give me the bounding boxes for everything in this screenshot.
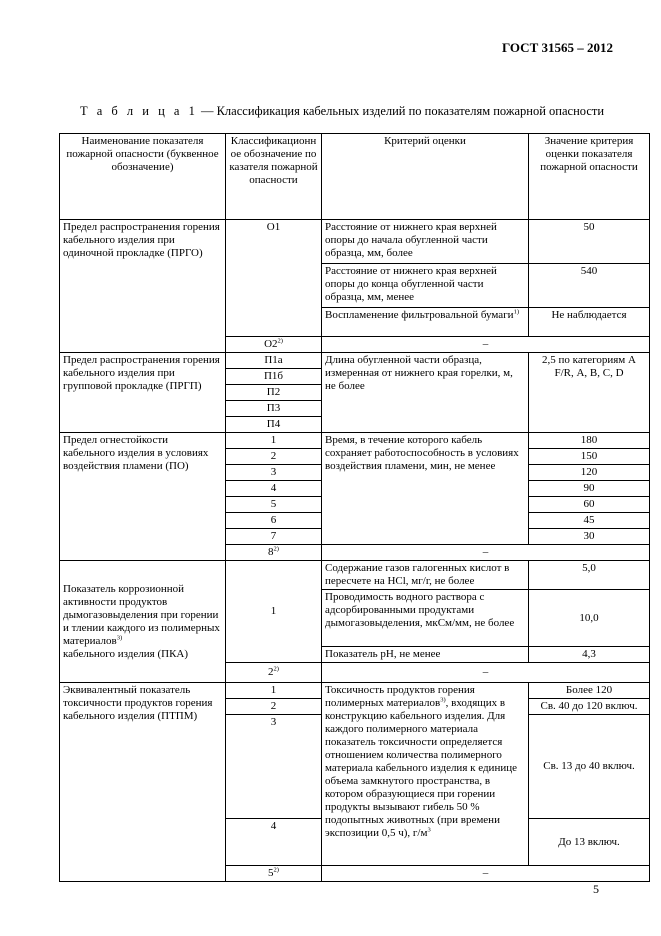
- ptpm-value: Св. 40 до 120 включ.: [529, 699, 650, 715]
- prgp-criterion: Длина обугленной части образца, измеренная от нижнего края горелки, м, не более: [322, 353, 529, 433]
- ptpm-value: До 13 включ.: [529, 819, 650, 866]
- pka-dash: –: [322, 663, 650, 683]
- page-number: 5: [593, 882, 599, 896]
- po-dash: –: [322, 545, 650, 561]
- prgo-value-2: 540: [529, 264, 650, 308]
- po-class: 7: [226, 529, 322, 545]
- header-criterion: Критерий оценки: [322, 134, 529, 220]
- po-class: 3: [226, 465, 322, 481]
- header-class: Классификационное обозначение показателя пожарной опасности: [226, 134, 322, 220]
- table-row: [60, 220, 650, 264]
- prgo-criterion-3: Воспламенение фильтровальной бумаги$^{1)}$: [322, 308, 529, 337]
- po-value: 30: [529, 529, 650, 545]
- po-class: 1: [226, 433, 322, 449]
- prgo-value-1: 50: [529, 220, 650, 264]
- prgp-class: П1б: [226, 369, 322, 385]
- ptpm-class-last: 5$^{2)}$: [226, 866, 322, 882]
- pka-name: Показатель коррозионной активности продуктов дымогазовыделения при горении и тлении каждого из полимерных материалов$^{3)}$ кабельного изделия (ПКА): [60, 561, 226, 683]
- po-name: Предел огнестойкости кабельного изделия в условиях воздействия пламени (ПО): [60, 433, 226, 561]
- prgo-dash: –: [322, 337, 650, 353]
- prgp-class: П1а: [226, 353, 322, 369]
- ptpm-value: Св. 13 до 40 включ.: [529, 715, 650, 819]
- prgp-class: П4: [226, 417, 322, 433]
- header-name: Наименование показателя пожарной опасности (буквенное обозначение): [60, 134, 226, 220]
- ptpm-class: 3: [226, 715, 322, 819]
- ptpm-value: Более 120: [529, 683, 650, 699]
- classification-table: [59, 133, 650, 882]
- ptpm-class: 1: [226, 683, 322, 699]
- ptpm-name: Эквивалентный показатель токсичности продуктов горения кабельного изделия (ПТПМ): [60, 683, 226, 882]
- po-value: 90: [529, 481, 650, 497]
- pka-class-2: 2$^{2)}$: [226, 663, 322, 683]
- prgp-value: 2,5 по категориям А F/R, А, В, С, D: [529, 353, 650, 433]
- pka-criterion-1: Содержание газов галогенных кислот в пересчете на HCl, мг/г, не более: [322, 561, 529, 590]
- pka-class-1: 1: [226, 561, 322, 663]
- pka-criterion-3: Показатель рН, не менее: [322, 647, 529, 663]
- prgp-class: П3: [226, 401, 322, 417]
- pka-value-2: 10,0: [529, 590, 650, 647]
- po-criterion: Время, в течение которого кабель сохраняет работоспособность в условиях воздействия пламени, мин, не менее: [322, 433, 529, 545]
- prgo-name: Предел распространения горения кабельного изделия при одиночной прокладке (ПРГО): [60, 220, 226, 353]
- prgp-class: П2: [226, 385, 322, 401]
- caption-label: Т а б л и ц а 1: [80, 104, 198, 118]
- po-value: 45: [529, 513, 650, 529]
- table-row: [60, 433, 650, 449]
- po-class: 6: [226, 513, 322, 529]
- po-value: 180: [529, 433, 650, 449]
- pka-value-1: 5,0: [529, 561, 650, 590]
- header-value: Значение критерия оценки показателя пожарной опасности: [529, 134, 650, 220]
- ptpm-dash: –: [322, 866, 650, 882]
- header-row: [60, 134, 650, 220]
- ptpm-class: 2: [226, 699, 322, 715]
- table-row: [60, 561, 650, 590]
- prgo-criterion-1: Расстояние от нижнего края верхней опоры до начала обугленной части образца, мм, более: [322, 220, 529, 264]
- prgo-class-o2: О2$^{2)}$: [226, 337, 322, 353]
- po-value: 120: [529, 465, 650, 481]
- pka-criterion-2: Проводимость водного раствора с адсорбированными продуктами дымогазовыделения, мкСм/мм, не более: [322, 590, 529, 647]
- prgp-name: Предел распространения горения кабельного изделия при групповой прокладке (ПРГП): [60, 353, 226, 433]
- prgo-criterion-2: Расстояние от нижнего края верхней опоры до конца обугленной части образца, мм, менее: [322, 264, 529, 308]
- prgo-value-3: Не наблюдается: [529, 308, 650, 337]
- po-class: 4: [226, 481, 322, 497]
- ptpm-criterion: Токсичность продуктов горения полимерных материалов$^{3)}$, входящих в конструкцию кабельного изделия. Для каждого полимерного материала показатель токсичности определяется отношением количества полимерного материала кабельного изделия к единице объема замкнутого пространства, в котором образующиеся при горении продукты вызывают гибель 50 % подопытных животных (при времени экспозиции 0,5 ч), $г/м^3$: [322, 683, 529, 866]
- document-id: ГОСТ 31565 – 2012: [501, 40, 613, 55]
- table-row: [60, 353, 650, 369]
- po-class: 2: [226, 449, 322, 465]
- po-value: 60: [529, 497, 650, 513]
- po-class: 5: [226, 497, 322, 513]
- po-value: 150: [529, 449, 650, 465]
- pka-value-3: 4,3: [529, 647, 650, 663]
- po-class-last: 8$^{2)}$: [226, 545, 322, 561]
- caption-text: — Классификация кабельных изделий по показателям пожарной опасности: [197, 104, 605, 118]
- prgo-class-o1: О1: [226, 220, 322, 337]
- ptpm-class: 4: [226, 819, 322, 866]
- table-caption: [80, 104, 604, 119]
- table-row: [60, 683, 650, 699]
